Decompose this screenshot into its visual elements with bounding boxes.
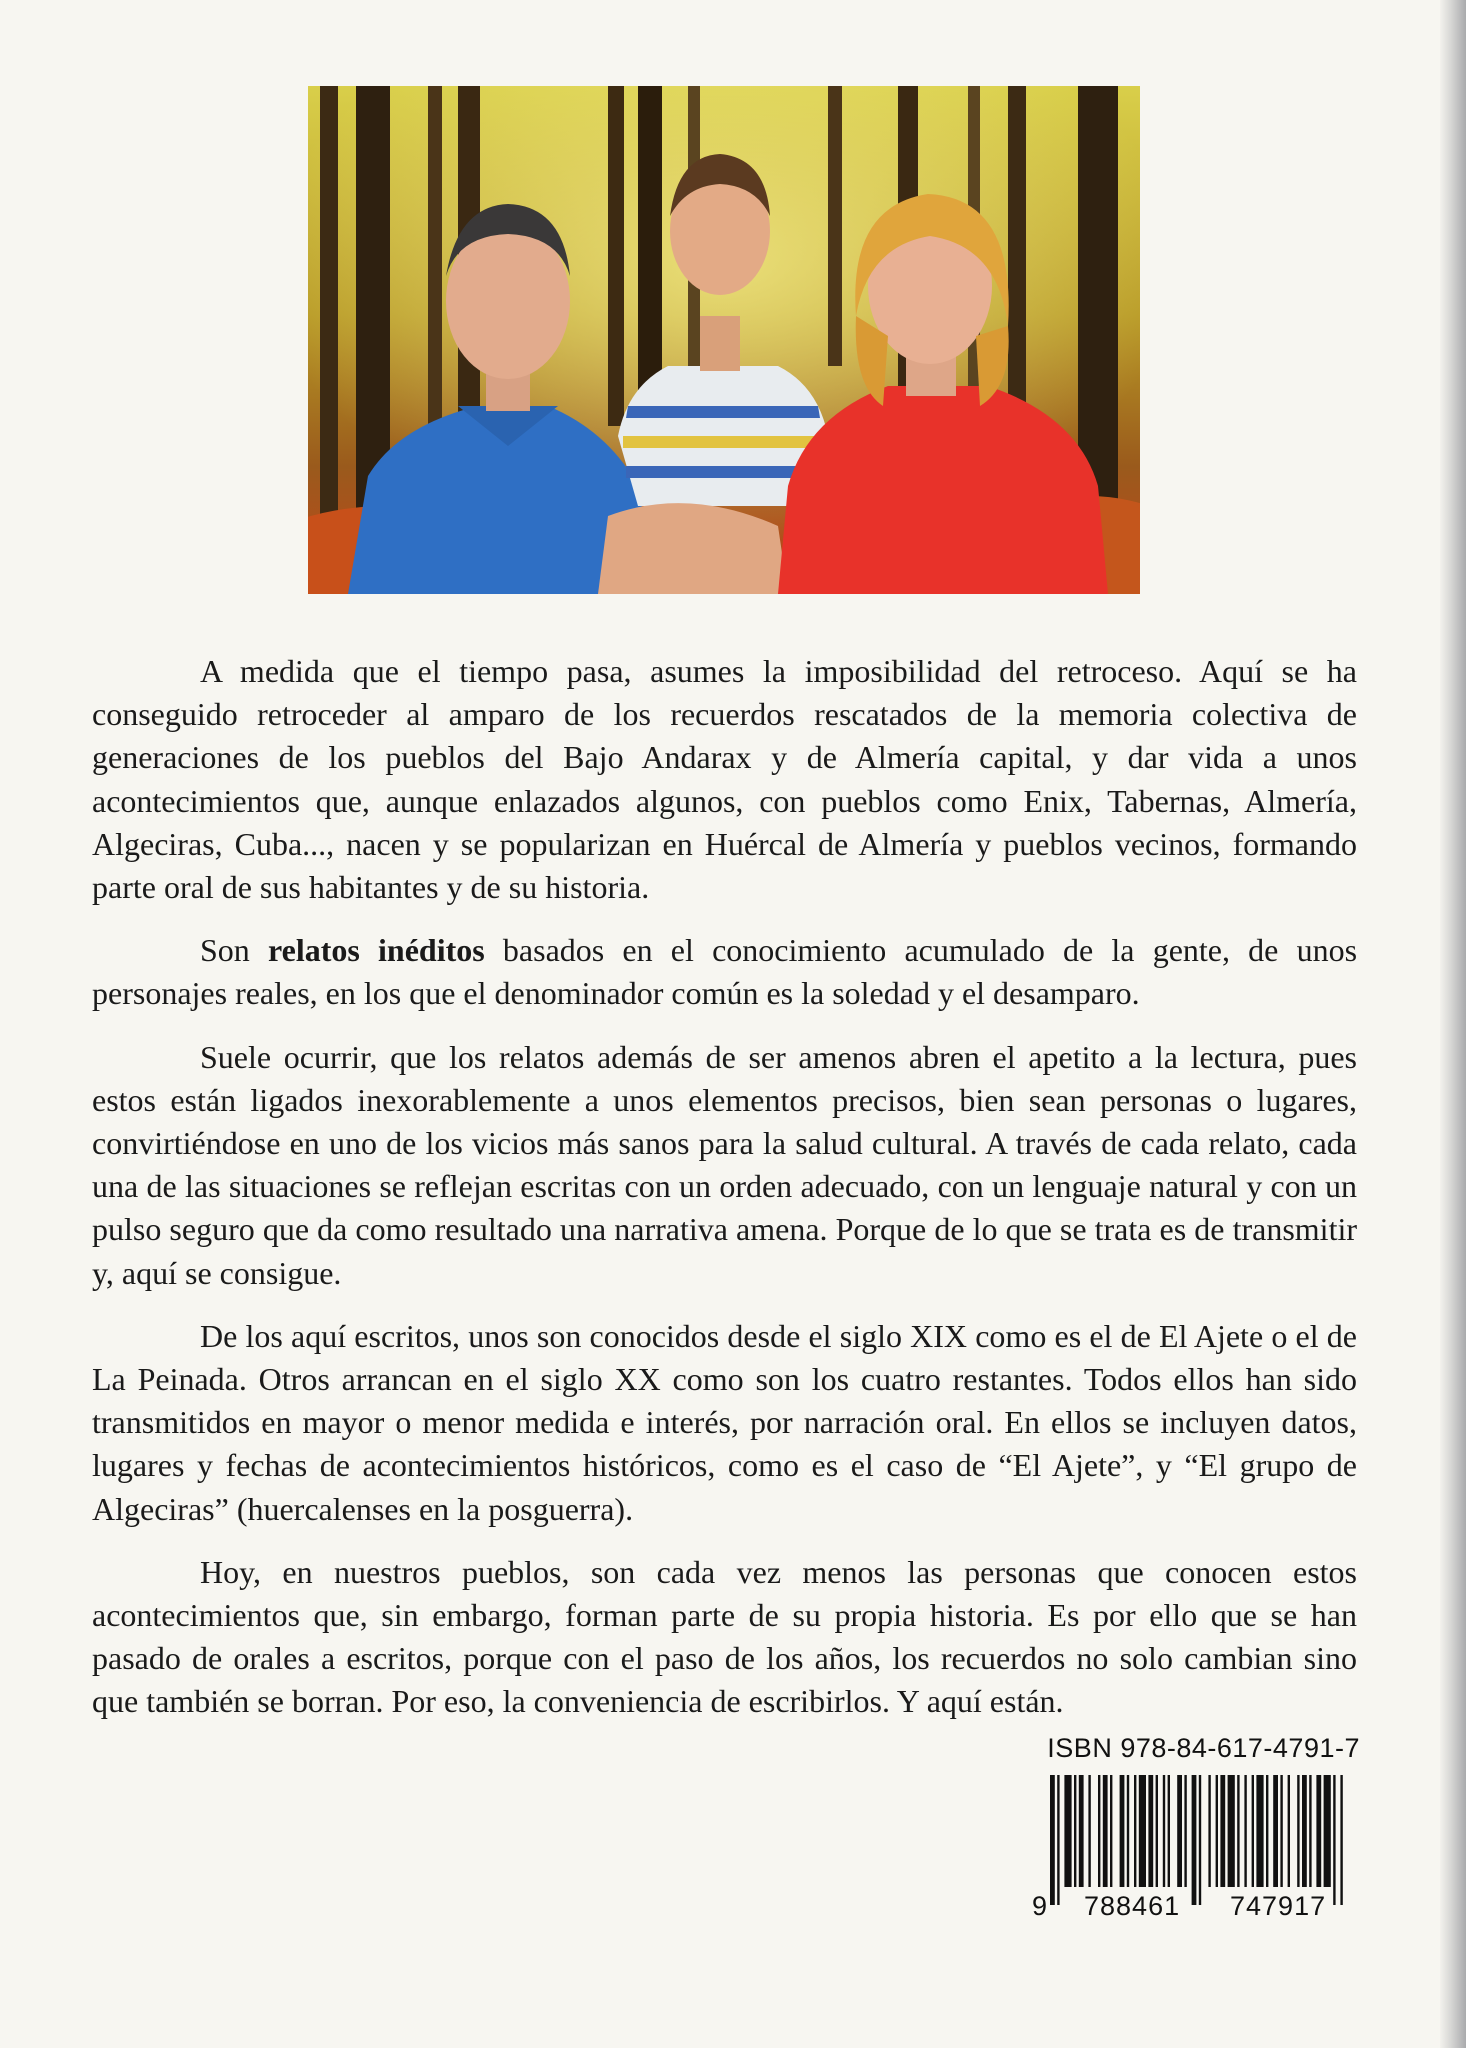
barcode-digits <box>1030 1891 1360 1931</box>
barcode-left-digits: 788461 <box>1084 1891 1181 1921</box>
book-spine-edge <box>1440 0 1466 2048</box>
isbn-block <box>1030 1731 1360 1930</box>
barcode-bar <box>1110 1775 1112 1887</box>
barcode-bar <box>1244 1775 1246 1887</box>
barcode-bar <box>1266 1775 1268 1887</box>
barcode-first-digit: 9 <box>1032 1891 1049 1921</box>
barcode-bar <box>1103 1775 1108 1887</box>
barcode-bar <box>1139 1775 1146 1887</box>
barcode-bar <box>1216 1775 1218 1887</box>
barcode-bar <box>1199 1775 1201 1905</box>
barcode-bar <box>1134 1775 1136 1887</box>
barcode-bar <box>1168 1775 1170 1887</box>
barcode-bar <box>1050 1775 1055 1905</box>
barcode-bar <box>1120 1775 1125 1887</box>
barcode-bar <box>1127 1775 1129 1887</box>
author-family-photo <box>308 86 1140 594</box>
barcode-bars <box>1050 1775 1350 1905</box>
barcode-bar <box>1228 1775 1235 1887</box>
barcode <box>1030 1775 1360 1930</box>
paragraph-1: A medida que el tiempo pasa, asumes la imposibilidad del retroceso. Aquí se ha conseguido retroceder al amparo de los recuerdos rescatados de la memoria colectiva de generaciones de los pueblos del Bajo Andarax y de Almería capital, y dar vida a unos acontecimientos que, aunque enlazados algunos, con pueblos como Enix, Tabernas, Almería, Algeciras, Cuba..., nacen y se popularizan en Huércal de Almería y pueblos vecinos, formando parte oral de sus habitantes y de su historia. <box>92 653 1357 906</box>
barcode-bar <box>1340 1775 1342 1905</box>
barcode-bar <box>1098 1775 1100 1887</box>
barcode-bar <box>1148 1775 1153 1887</box>
barcode-bar <box>1192 1775 1197 1905</box>
barcode-bar <box>1074 1775 1076 1887</box>
barcode-bar <box>1297 1775 1299 1887</box>
barcode-bar <box>1163 1775 1165 1887</box>
barcode-right-digits: 747917 <box>1230 1891 1327 1921</box>
barcode-bar <box>1220 1775 1225 1887</box>
paragraph-4: De los aquí escritos, unos son conocidos desde el siglo XIX como es el de El Ajete o el de La Peinada. Otros arrancan en el siglo XX como son los cuatro restantes. Todos ellos han sido transmitidos en mayor o menor medida e interés, por narración oral. En ellos se incluyen datos, lugares y fechas de acontecimientos históricos, como es el caso de “El Ajete”, y “El grupo de Algeciras” (huercalenses en la posguerra). <box>92 1317 1357 1527</box>
barcode-bar <box>1302 1775 1307 1887</box>
paragraph-2 <box>92 929 1357 1015</box>
paragraph-3: Suele ocurrir, que los relatos además de ser amenos abren el apetito a la lectura, pues estos están ligados inexorablemente a unos elementos precisos, bien sean personas o lugares, convirtiéndose en uno de los vicios más sanos para la salud cultural. A través de cada relato, cada una de las situaciones se reflejan escritas con un orden adecuado, con un lenguaje natural y con un pulso seguro que da como resultado una narrativa amena. Porque de lo que se trata es de transmitir y, aquí se consigue. <box>92 1038 1357 1291</box>
barcode-bar <box>1057 1775 1059 1905</box>
barcode-bar <box>1333 1775 1335 1905</box>
barcode-bar <box>1064 1775 1071 1887</box>
isbn-label: ISBN 978-84-617-4791-7 <box>1047 1733 1360 1763</box>
barcode-bar <box>1252 1775 1254 1887</box>
barcode-bar <box>1316 1775 1321 1887</box>
paragraph-2-bold: relatos inéditos <box>268 932 485 969</box>
barcode-bar <box>1288 1775 1290 1887</box>
back-cover-text <box>92 650 1357 1724</box>
barcode-bar <box>1309 1775 1311 1887</box>
paragraph-2-start: Son <box>200 932 268 969</box>
barcode-bar <box>1280 1775 1282 1887</box>
paragraph-2-end: basados en el conocimiento acumulado de la gente, de unos personajes reales, en los que el denominador común es la soledad y el desamparo. <box>92 932 1358 1012</box>
barcode-bar <box>1184 1775 1186 1887</box>
barcode-bar <box>1273 1775 1278 1887</box>
barcode-bar <box>1088 1775 1090 1887</box>
barcode-bar <box>1237 1775 1239 1887</box>
barcode-bar <box>1156 1775 1158 1887</box>
paragraph-5: Hoy, en nuestros pueblos, son cada vez menos las personas que conocen estos acontecimientos que, sin embargo, forman parte de su propia historia. Es por ello que se han pasado de orales a escritos, porque con el paso de los años, los recuerdos no solo cambian sino que también se borran. Por eso, la conveniencia de escribirlos. Y aquí están. <box>92 1553 1357 1720</box>
barcode-bar <box>1324 1775 1331 1887</box>
barcode-bar <box>1256 1775 1263 1887</box>
barcode-bar <box>1177 1775 1182 1887</box>
barcode-bar <box>1079 1775 1084 1887</box>
barcode-bar <box>1208 1775 1210 1887</box>
